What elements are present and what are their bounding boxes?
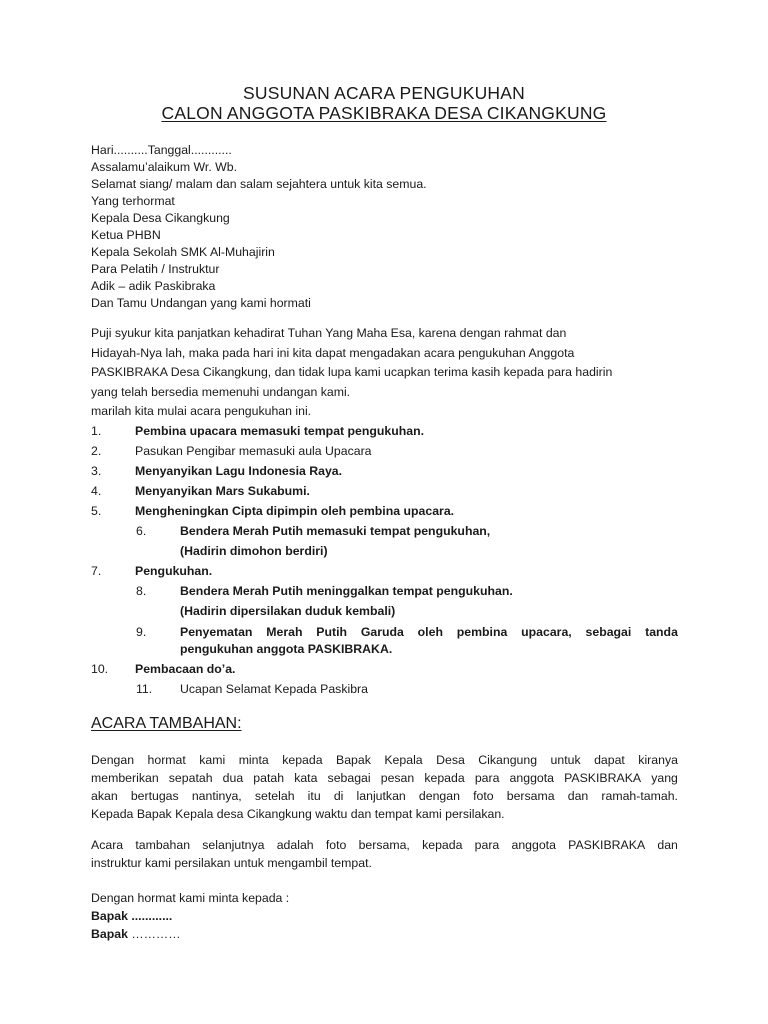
- opening-greetings: [91, 142, 427, 312]
- agenda-number: 1.: [91, 424, 102, 438]
- agenda-item: [0, 682, 768, 698]
- agenda-text: Pengukuhan.: [135, 564, 213, 578]
- agenda-number: 6.: [136, 524, 147, 538]
- paragraph-line: memberikan sepatah dua patah kata sebagai pesan kepada para anggota PASKIBRAKA yang: [91, 771, 678, 785]
- intro-line: Hidayah-Nya lah, maka pada hari ini kita dapat mengadakan acara pengukuhan Anggota: [91, 345, 575, 360]
- document-title-line1: SUSUNAN ACARA PENGUKUHAN: [243, 83, 525, 103]
- opening-line: Para Pelatih / Instruktur: [91, 262, 220, 276]
- closing-intro: Dengan hormat kami minta kepada :: [91, 891, 290, 905]
- paragraph-line: instruktur kami persilakan untuk mengambil tempat.: [91, 856, 372, 870]
- agenda-item: [0, 662, 768, 678]
- opening-line: Dan Tamu Undangan yang kami hormati: [91, 296, 311, 310]
- opening-line: Selamat siang/ malam dan salam sejahtera untuk kita semua.: [91, 177, 427, 191]
- opening-line: Adik – adik Paskibraka: [91, 279, 216, 293]
- paragraph-line: Dengan hormat kami minta kepada Bapak Kepala Desa Cikangung untuk dapat kiranya: [91, 753, 678, 767]
- paragraph-line: akan bertugas nantinya, setelah itu di lanjutkan dengan foto bersama dan ramah-tamah.: [91, 789, 678, 803]
- agenda-text: (Hadirin dipersilakan duduk kembali): [180, 604, 396, 618]
- agenda-text: Menyanyikan Lagu Indonesia Raya.: [135, 464, 343, 478]
- agenda-item: [0, 564, 768, 580]
- intro-line: yang telah bersedia memenuhi undangan kami.: [91, 384, 351, 399]
- agenda-text: Mengheningkan Cipta dipimpin oleh pembina upacara.: [135, 504, 455, 518]
- agenda-number: 11.: [136, 682, 153, 696]
- additional-heading: ACARA TAMBAHAN:: [91, 715, 242, 732]
- agenda-number: 5.: [91, 504, 102, 518]
- agenda-item: [0, 444, 768, 460]
- opening-line: Ketua PHBN: [91, 228, 161, 242]
- agenda-item: [0, 642, 768, 658]
- agenda-text: Pembacaan do’a.: [135, 662, 236, 676]
- additional-paragraph-1: [91, 751, 678, 823]
- opening-line: Assalamu’alaikum Wr. Wb.: [91, 160, 238, 174]
- document-title-line2: CALON ANGGOTA PASKIBRAKA DESA CIKANGKUNG: [161, 103, 607, 123]
- closing-section: [91, 889, 289, 943]
- agenda-text: pengukuhan anggota PASKIBRAKA.: [180, 642, 393, 656]
- agenda-text: Penyematan Merah Putih Garuda oleh pembina upacara, sebagai tanda: [180, 625, 678, 639]
- agenda-number: 9.: [136, 625, 147, 639]
- agenda-item: [0, 544, 768, 560]
- agenda-text: Menyanyikan Mars Sukabumi.: [135, 484, 310, 498]
- agenda-item: [0, 504, 768, 520]
- opening-line: Hari..........Tanggal............: [91, 143, 232, 157]
- agenda-number: 7.: [91, 564, 102, 578]
- agenda-text: Bendera Merah Putih meninggalkan tempat pengukuhan.: [180, 584, 513, 598]
- closing-line: Bapak ............: [91, 909, 173, 923]
- additional-paragraph-2: [91, 836, 678, 872]
- agenda-text: Bendera Merah Putih memasuki tempat pengukuhan,: [180, 524, 491, 538]
- agenda-item: [0, 424, 768, 440]
- agenda-number: 10.: [91, 662, 109, 676]
- intro-line: marilah kita mulai acara pengukuhan ini.: [91, 404, 312, 418]
- agenda-text: Pasukan Pengibar memasuki aula Upacara: [135, 444, 372, 458]
- agenda-text: Ucapan Selamat Kepada Paskibra: [180, 682, 368, 696]
- opening-line: Kepala Sekolah SMK Al-Muhajirin: [91, 245, 275, 259]
- agenda-number: 4.: [91, 484, 102, 498]
- agenda-text: Pembina upacara memasuki tempat pengukuhan.: [135, 424, 425, 438]
- agenda-text: (Hadirin dimohon berdiri): [180, 544, 328, 558]
- agenda-item: [0, 584, 768, 600]
- agenda-number: 2.: [91, 444, 102, 458]
- agenda-item: [0, 524, 768, 540]
- agenda-item: [0, 625, 768, 641]
- closing-line: Bapak …………: [91, 927, 181, 941]
- intro-line: PASKIBRAKA Desa Cikangkung, dan tidak lupa kami ucapkan terima kasih kepada para hadirin: [91, 365, 613, 379]
- intro-paragraph: [91, 324, 691, 422]
- agenda-item: [0, 604, 768, 620]
- paragraph-line: Kepada Bapak Kepala desa Cikangkung waktu dan tempat kami persilakan.: [91, 807, 505, 821]
- paragraph-line: Acara tambahan selanjutnya adalah foto bersama, kepada para anggota PASKIBRAKA dan: [91, 838, 678, 852]
- agenda-number: 8.: [136, 584, 147, 598]
- agenda-item: [0, 484, 768, 500]
- intro-line: Puji syukur kita panjatkan kehadirat Tuhan Yang Maha Esa, karena dengan rahmat dan: [91, 326, 567, 340]
- opening-line: Yang terhormat: [91, 194, 175, 208]
- agenda-number: 3.: [91, 464, 102, 478]
- agenda-item: [0, 464, 768, 480]
- opening-line: Kepala Desa Cikangkung: [91, 211, 230, 225]
